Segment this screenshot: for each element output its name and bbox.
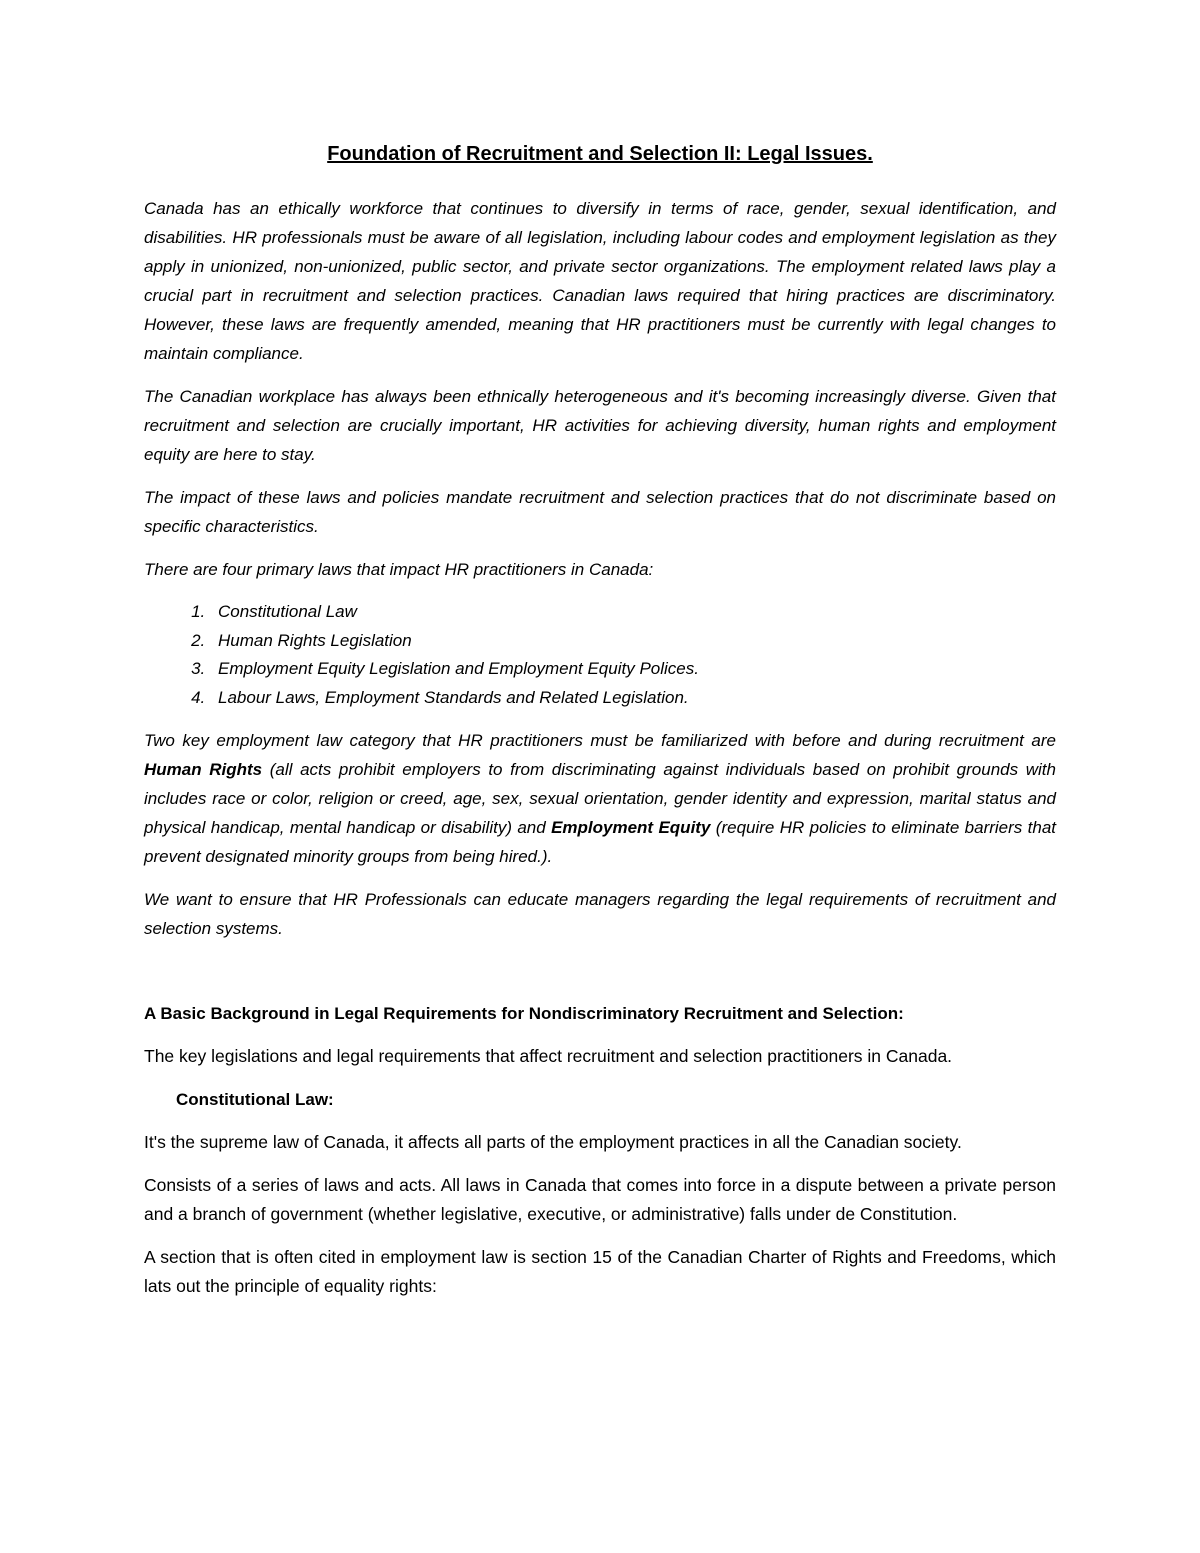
section-paragraph: A section that is often cited in employment law is section 15 of the Canadian Charter of Rights and Freedoms, which lats out the principle of equality rights: xyxy=(144,1247,1056,1296)
list-item: 2. Human Rights Legislation xyxy=(210,627,1056,656)
laws-list xyxy=(144,598,1056,712)
intro-paragraph: Canada has an ethically workforce that continues to diversify in terms of race, gender, sexual identification, and disabilities. HR professionals must be aware of all legislation, including labour codes and employment legislation as they apply in unionized, non-unionized, public sector, and private sector organizations. The employment related laws play a crucial part in recruitment and selection practices. Canadian laws required that hiring practices are discriminatory. However, these laws are frequently amended, meaning that HR practitioners must be currently with legal changes to maintain compliance. xyxy=(144,199,1056,363)
list-item: 4. Labour Laws, Employment Standards and Related Legislation. xyxy=(210,684,1056,713)
intro-section xyxy=(144,194,1056,943)
section-paragraph: It's the supreme law of Canada, it affects all parts of the employment practices in all the Canadian society. xyxy=(144,1132,962,1152)
section-paragraph: Consists of a series of laws and acts. All laws in Canada that comes into force in a dispute between a private person and a branch of government (whether legislative, executive, or administrative) falls under de Constitution. xyxy=(144,1175,1056,1224)
section-body xyxy=(144,1042,1056,1301)
intro-paragraph: The Canadian workplace has always been ethnically heterogeneous and it's becoming increasingly diverse. Given that recruitment and selection are crucially important, HR activities for achieving diversity, human rights and employment equity are here to stay. xyxy=(144,387,1056,464)
subheading-constitutional-law: Constitutional Law: xyxy=(176,1090,334,1109)
intro-paragraph: The impact of these laws and policies mandate recruitment and selection practices that do not discriminate based on specific characteristics. xyxy=(144,488,1056,536)
list-item: 1. Constitutional Law xyxy=(210,598,1056,627)
text-run: (require HR policies to eliminate barriers that prevent designated minority groups from being hired.). xyxy=(144,818,1056,866)
key-categories-paragraph xyxy=(144,726,1056,871)
list-item: 3. Employment Equity Legislation and Employment Equity Polices. xyxy=(210,655,1056,684)
bold-term-human-rights: Human Rights xyxy=(144,760,263,779)
bold-term-employment-equity: Employment Equity xyxy=(551,818,711,837)
text-run: (all acts prohibit employers to from discriminating against individuals based on prohibit grounds with includes race or color, religion or creed, age, sex, sexual orientation, gender identity and expression, marital status and physical handicap, mental handicap or disability) and xyxy=(144,760,1056,837)
section-intro: The key legislations and legal requirements that affect recruitment and selection practitioners in Canada. xyxy=(144,1046,953,1066)
document-title: Foundation of Recruitment and Selection II: Legal Issues. xyxy=(327,143,873,165)
section-heading: A Basic Background in Legal Requirements for Nondiscriminatory Recruitment and Selection: xyxy=(144,1004,904,1023)
document-page xyxy=(144,140,1056,1315)
closing-paragraph: We want to ensure that HR Professionals can educate managers regarding the legal requirements of recruitment and selection systems. xyxy=(144,890,1056,938)
intro-paragraph: There are four primary laws that impact HR practitioners in Canada: xyxy=(144,560,654,579)
text-run: Two key employment law category that HR practitioners must be familiarized with before and during recruitment are xyxy=(144,731,1056,750)
